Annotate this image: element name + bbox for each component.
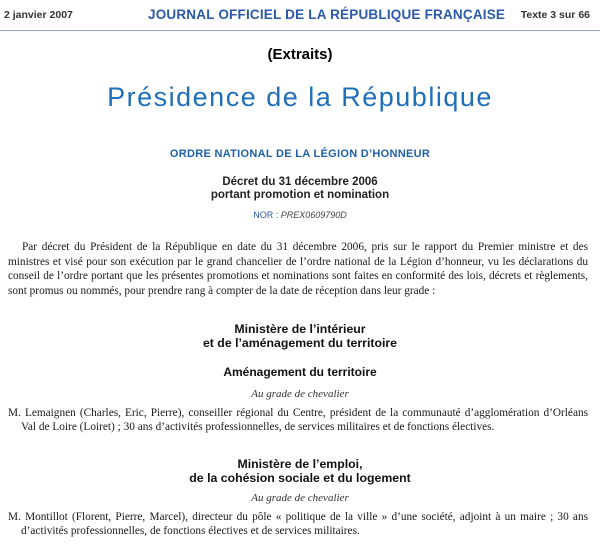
decret-title-line2: portant promotion et nomination <box>210 189 390 201</box>
ministere-interieur-heading <box>0 322 600 350</box>
nor-label: NOR : <box>253 210 279 220</box>
ministere-heading-line2: et de l’aménagement du territoire <box>202 336 398 350</box>
decret-title <box>0 176 600 202</box>
grade-label: Au grade de chevalier <box>251 492 349 504</box>
ordre-heading: ORDRE NATIONAL DE LA LÉGION D’HONNEUR <box>169 148 431 160</box>
header-journal-title: JOURNAL OFFICIEL DE LA RÉPUBLIQUE FRANÇAISE <box>148 7 506 22</box>
page-header <box>0 0 600 31</box>
preamble-paragraph: Par décret du Président de la République en date du 31 décembre 2006, pris sur le rapport du Premier ministre et des ministres et visé pour son exécution par le grand chancelier de l’ordre national de la Légion d’honneur, vu les déclarations du conseil de l’ordre portant que les présentes promotions et nominations sont faites en conformité des lois, décrets et règlements, sont promus ou nommés, pour prendre rang à compter de la date de réception dans leur grade : <box>8 241 588 297</box>
ministere-heading-line2: de la cohésion sociale et du logement <box>189 471 411 485</box>
nomination-entry: M. Lemaignen (Charles, Eric, Pierre), conseiller régional du Centre, président de la communauté d’agglomération d’Orléans Val de Loire (Loiret) ; 30 ans d’activités professionnelles, de services militaires et de fonctions électives. <box>8 407 588 433</box>
subsection-heading: Aménagement du territoire <box>223 365 377 379</box>
decret-title-line1: Décret du 31 décembre 2006 <box>222 176 378 188</box>
header-date: 2 janvier 2007 <box>4 9 73 21</box>
ministere-emploi-heading <box>0 457 600 485</box>
nor-reference <box>0 210 600 220</box>
presidence-title: Présidence de la République <box>107 82 493 112</box>
ministere-heading-line1: Ministère de l’intérieur <box>234 322 366 336</box>
nomination-entry: M. Montillot (Florent, Pierre, Marcel), directeur du pôle « politique de la ville » d’une société, adjoint à un maire ; 30 ans d’activités professionnelles, de fonctions électives et de services militaires. <box>8 511 588 537</box>
grade-label: Au grade de chevalier <box>251 388 349 400</box>
header-text-number: Texte 3 sur 66 <box>520 9 590 21</box>
extraits-label: (Extraits) <box>267 46 333 63</box>
ministere-heading-line1: Ministère de l’emploi, <box>237 457 363 471</box>
nor-value: PREX0609790D <box>280 210 347 220</box>
